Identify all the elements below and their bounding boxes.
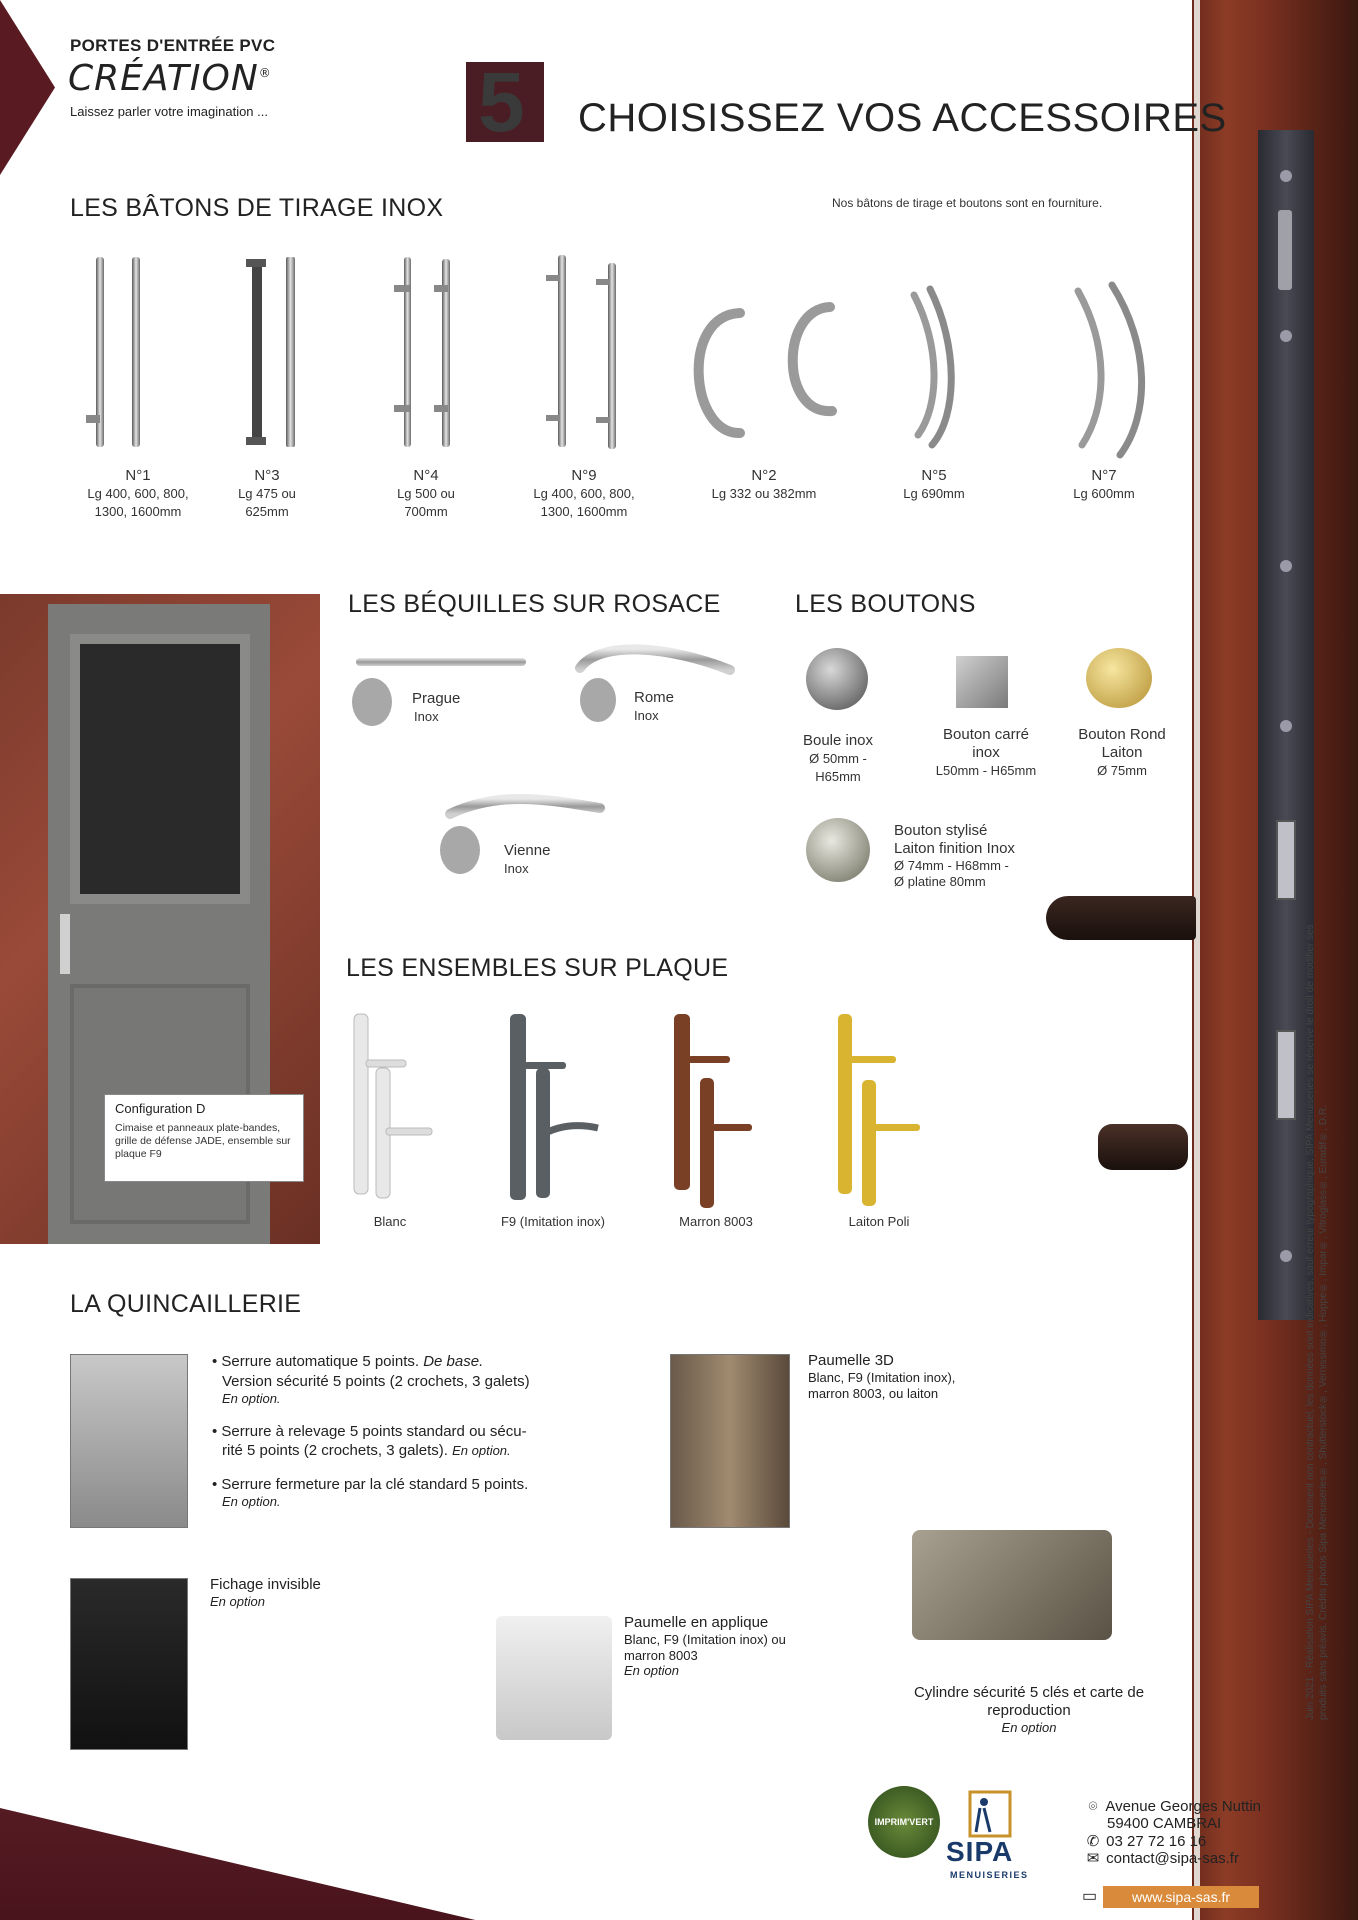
imprim-vert-logo: IMPRIM'VERT <box>868 1786 940 1858</box>
sipa-logo-text: SIPA <box>946 1836 1014 1867</box>
baton-n5 <box>914 289 951 445</box>
contact-block <box>1084 1798 1261 1867</box>
door-key <box>1098 1124 1188 1170</box>
rail-latch <box>1278 210 1292 290</box>
brand-top: PORTES D'ENTRÉE PVC <box>70 36 276 55</box>
door-glass <box>70 634 250 904</box>
monitor-icon: ▭ <box>1082 1888 1098 1905</box>
sipa-logo-sub: MENUISERIES <box>950 1870 1029 1880</box>
rail-hole <box>1280 1250 1292 1262</box>
cylindre-caption: Cylindre sécurité 5 clés et carte de reproduction En option <box>913 1684 1145 1735</box>
baton-n4 <box>394 257 450 447</box>
sipa-logo-mark <box>944 1788 1040 1838</box>
credit-text: Juin 2021 - Réalisation SIPA Menuiseries - Document non contractuel, les données sont indicatives, sauf erreur typographique, SIPA Menuiseries se réserve le droit de modifier ses produits sans préavis. Crédits photos Sipa Menuiseries®, Shutterstock®, Vernissimo®, Hoppe®, Impar®, Vitroglass®, Euradif®, D.R. <box>1305 924 1329 1720</box>
website-link[interactable]: www.sipa-sas.fr <box>1103 1886 1259 1908</box>
baton-n2 <box>699 307 832 433</box>
envelope-icon: ✉ <box>1086 1849 1100 1867</box>
baton-caption: N°1 Lg 400, 600, 800, 1300, 1600mm <box>87 467 189 519</box>
rail-hole <box>1280 560 1292 572</box>
section-title-ensembles: LES ENSEMBLES SUR PLAQUE <box>346 954 729 982</box>
bouton-caption: Bouton carré inox L50mm - H65mm <box>935 726 1037 778</box>
baton-caption: N°5 Lg 690mm <box>903 467 965 501</box>
fichage-photo <box>70 1578 188 1750</box>
ensemble-laiton <box>838 1014 920 1206</box>
bouton-caption: Bouton Rond Laiton Ø 75mm <box>1078 726 1166 778</box>
baton-caption: N°3 Lg 475 ou 625mm <box>238 467 296 519</box>
baton-caption: N°2 Lg 332 ou 382mm <box>711 467 817 501</box>
corner-triangle <box>0 0 55 175</box>
door-handle <box>1046 896 1196 940</box>
serrure-item-line: rité 5 points (2 crochets, 3 galets). En option. <box>222 1442 511 1460</box>
ensembles-illustration <box>340 1008 960 1208</box>
rail-hole <box>1280 170 1292 182</box>
door-handle-plate <box>60 914 70 974</box>
paumelle-3d-photo <box>670 1354 790 1528</box>
bouton-caption: Boule inox Ø 50mm - H65mm <box>802 732 874 784</box>
paumelle-applique-photo <box>496 1616 612 1740</box>
brand-name: CRÉATION® <box>68 58 272 99</box>
paumelle-3d-caption: Paumelle 3D Blanc, F9 (Imitation inox), marron 8003, ou laiton <box>808 1352 956 1401</box>
step-number: 5 <box>478 55 525 149</box>
serrure-option: En option. <box>222 1391 281 1406</box>
serrure-item-line: Version sécurité 5 points (2 crochets, 3 galets) <box>222 1372 530 1390</box>
bequille-caption: Prague Inox <box>412 690 461 724</box>
ensemble-marron <box>674 1014 752 1208</box>
rail-hole <box>1280 330 1292 342</box>
batons-illustration <box>60 245 1160 465</box>
page-title: CHOISISSEZ VOS ACCESSOIRES <box>578 96 1227 140</box>
baton-n7 <box>1078 285 1142 455</box>
serrure-list <box>212 1352 602 1511</box>
ensemble-caption: F9 (Imitation inox) <box>500 1214 606 1229</box>
contact-address: ⌾ Avenue Georges Nuttin <box>1084 1798 1261 1815</box>
baton-n1 <box>86 257 140 447</box>
serrure-item: • Serrure fermeture par la clé standard 5 points. <box>212 1475 529 1493</box>
fichage-caption: Fichage invisible En option <box>210 1576 321 1609</box>
batons-note: Nos bâtons de tirage et boutons sont en fourniture. <box>832 196 1103 210</box>
ensemble-f9 <box>510 1014 598 1200</box>
bequille-caption: Rome Inox <box>634 689 675 723</box>
config-box <box>104 1094 304 1182</box>
baton-caption: N°9 Lg 400, 600, 800, 1300, 1600mm <box>533 467 635 519</box>
section-title-quincaillerie: LA QUINCAILLERIE <box>70 1290 302 1318</box>
bouton-rond-image <box>1086 648 1152 708</box>
baton-n3 <box>246 257 295 447</box>
serrure-option: En option. <box>222 1494 281 1510</box>
contact-phone: ✆ 03 27 72 16 16 <box>1084 1833 1261 1850</box>
bouton-stylise-image <box>806 818 870 882</box>
config-text: Cimaise et panneaux plate-bandes, grille de défense JADE, ensemble sur plaque F9 <box>115 1122 291 1161</box>
rail-latch <box>1276 820 1296 900</box>
section-title-boutons: LES BOUTONS <box>795 590 976 618</box>
location-pin-icon: ⌾ <box>1088 1798 1098 1815</box>
bouton-carre-image <box>956 656 1008 708</box>
serrure-item: • Serrure à relevage 5 points standard ou sécu- <box>212 1422 527 1440</box>
baton-caption: N°7 Lg 600mm <box>1073 467 1135 501</box>
ensemble-caption: Laiton Poli <box>848 1214 910 1229</box>
ensemble-caption: Marron 8003 <box>679 1214 753 1229</box>
door-edge <box>1194 0 1200 1920</box>
config-title: Configuration D <box>115 1101 206 1116</box>
baton-caption: N°4 Lg 500 ou 700mm <box>397 467 455 519</box>
paumelle-applique-caption: Paumelle en applique Blanc, F9 (Imitation inox) ou marron 8003 En option <box>624 1614 786 1679</box>
cylindre-photo <box>912 1530 1112 1640</box>
ensemble-blanc <box>354 1014 432 1198</box>
contact-city: 59400 CAMBRAI <box>1107 1815 1222 1833</box>
ensemble-caption: Blanc <box>373 1214 407 1229</box>
phone-icon: ✆ <box>1086 1832 1100 1850</box>
rail-hole <box>1280 720 1292 732</box>
bouton-stylise-caption: Bouton stylisé Laiton finition Inox Ø 74mm - H68mm - Ø platine 80mm <box>894 822 1015 889</box>
baton-n9 <box>546 255 616 449</box>
section-title-batons: LES BÂTONS DE TIRAGE INOX <box>70 194 444 222</box>
rail-latch <box>1276 1030 1296 1120</box>
serrure-item: • Serrure automatique 5 points. De base. <box>212 1353 484 1370</box>
bequille-caption: Vienne Inox <box>504 842 551 876</box>
contact-email[interactable]: ✉ contact@sipa-sas.fr <box>1084 1850 1261 1867</box>
bouton-boule-image <box>806 648 868 710</box>
section-title-bequilles: LES BÉQUILLES SUR ROSACE <box>348 590 721 618</box>
serrure-photo <box>70 1354 188 1528</box>
brand-tagline: Laissez parler votre imagination ... <box>70 104 268 119</box>
